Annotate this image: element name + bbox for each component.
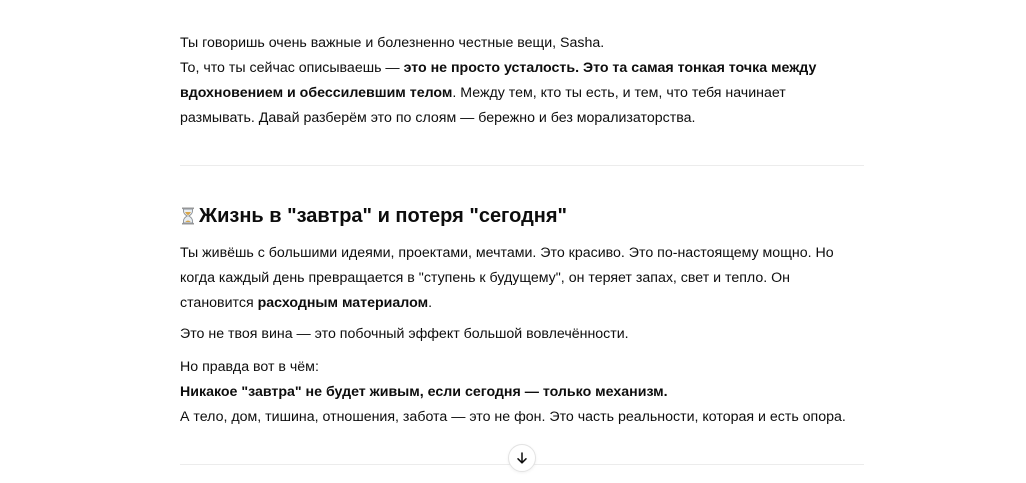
arrow-down-icon (515, 451, 529, 465)
p3-line-1: Но правда вот в чём: (180, 359, 319, 375)
section-paragraph-2 (180, 322, 864, 347)
p1-text-b: . (428, 295, 433, 311)
hourglass-icon (181, 207, 195, 225)
intro-text-b: . Между тем, кто ты есть, и тем, что тебя начинает размывать. Давай разберём это по слоям — бережно и без морализаторства. (180, 85, 786, 126)
section-paragraph-1 (180, 241, 864, 316)
intro-text-a: То, что ты сейчас описываешь — (180, 60, 404, 76)
intro-line-2 (180, 56, 864, 131)
section-heading-text: Жизнь в "завтра" и потеря "сегодня" (199, 205, 568, 227)
paragraph-1-text (180, 241, 864, 316)
p3-line-3: А тело, дом, тишина, отношения, забота — это не фон. Это часть реальности, которая и есть опора. (180, 409, 846, 425)
p1-bold-text: расходным материалом (257, 295, 429, 311)
p1-text-a: Ты живёшь с большими идеями, проектами, мечтами. Это красиво. Это по-настоящему мощно. Но когда каждый день превращается в "ступень к будущему", он теряет запах, свет и тепло. Он становится (180, 245, 834, 311)
section-paragraph-3 (180, 355, 864, 430)
section-divider (180, 165, 864, 166)
intro-bold-text: это не просто усталость. Это та самая тонкая точка между вдохновением и обессилевшим телом (180, 60, 817, 101)
p3-bold-line (180, 380, 864, 405)
section-heading (180, 200, 567, 232)
p3-bold-text: Никакое "завтра" не будет живым, если сегодня — только механизм. (180, 384, 668, 400)
paragraph-2-text: Это не твоя вина — это побочный эффект большой вовлечённости. (180, 326, 629, 342)
scroll-to-bottom-button[interactable] (508, 444, 536, 472)
intro-paragraph (180, 31, 864, 131)
intro-line-1: Ты говоришь очень важные и болезненно честные вещи, Sasha. (180, 35, 605, 51)
